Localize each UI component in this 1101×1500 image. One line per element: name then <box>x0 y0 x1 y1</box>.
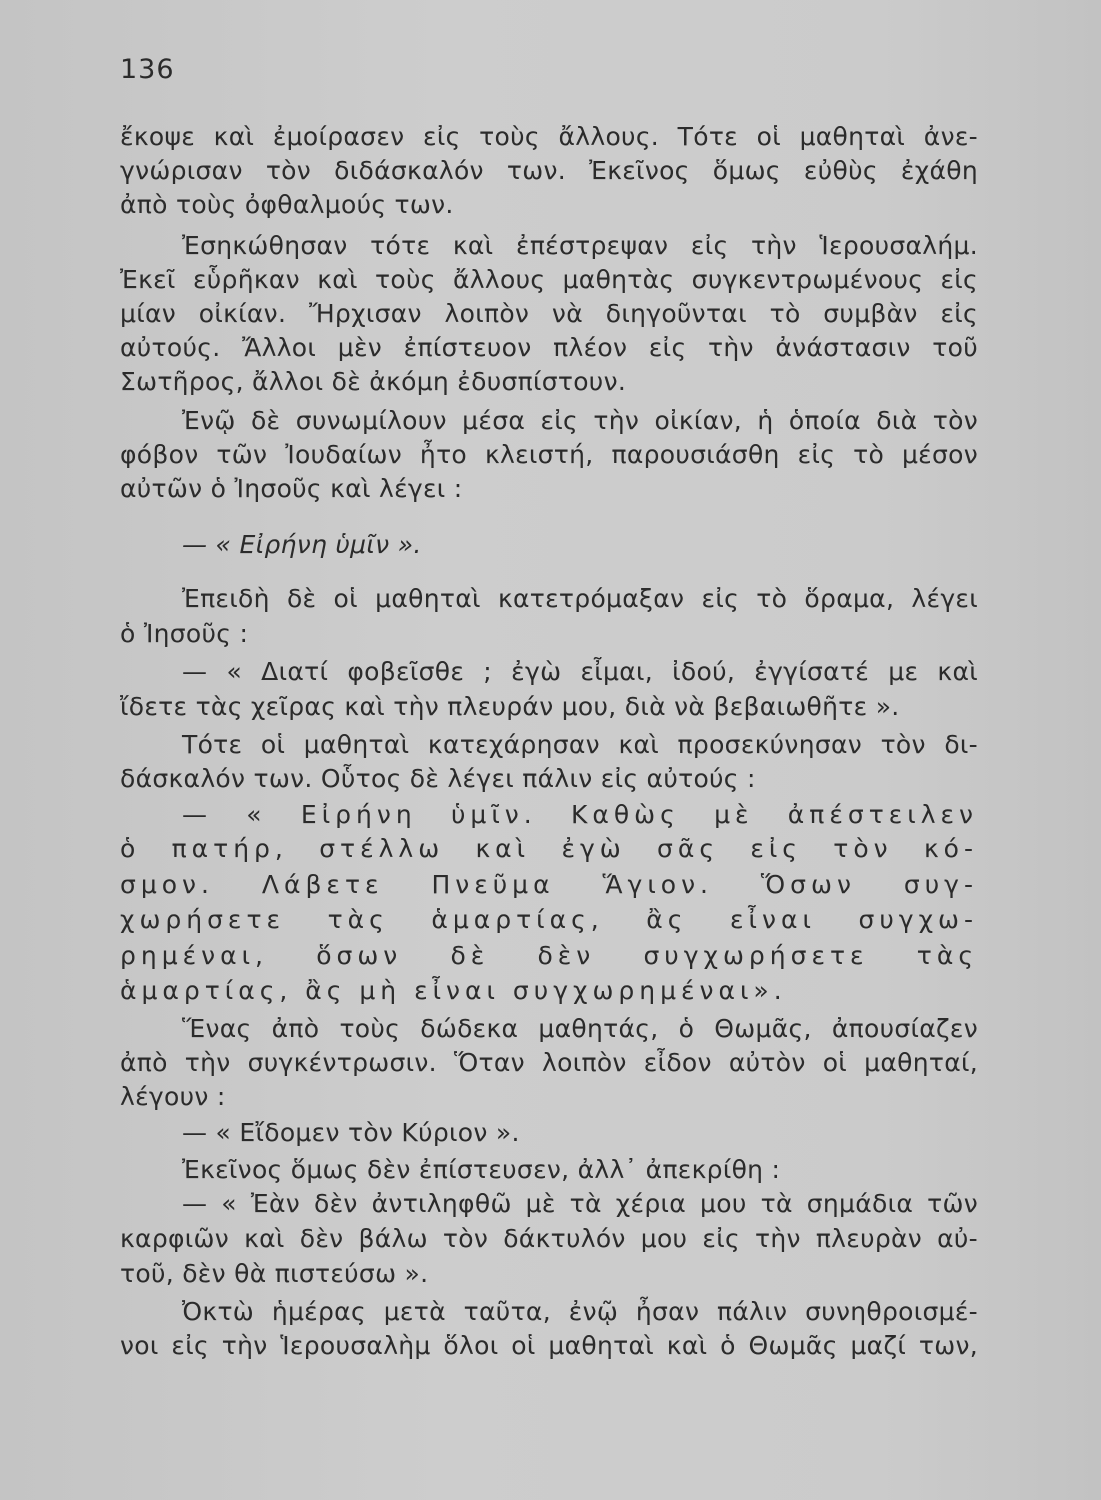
text-line-13: Ἐπειδὴ δὲ οἱ μαθηταὶ κατετρόμαξαν εἰς τὸ ὅραμα, λέγει <box>182 584 978 613</box>
text-line-18: δάσκαλόν των. Οὗτος δὲ λέγει πάλιν εἰς αὐτούς : <box>120 764 756 793</box>
text-line-9: Ἐνῷ δὲ συνωμίλουν μέσα εἰς τὴν οἰκίαν, ἡ ὁποία διὰ τὸν <box>182 406 978 435</box>
text-line-11: αὐτῶν ὁ Ἰησοῦς καὶ λέγει : <box>120 474 463 503</box>
text-line-28: — « Εἴδομεν τὸν Κύριον ». <box>182 1118 520 1147</box>
text-line-7: αὐτούς. Ἄλλοι μὲν ἐπίστευον πλέον εἰς τὴν ἀνάστασιν τοῦ <box>120 333 978 362</box>
text-line-2: γνώρισαν τὸν διδάσκαλόν των. Ἐκεῖνος ὅμως εὐθὺς ἐχάθη <box>120 156 978 185</box>
text-line-33: Ὀκτὼ ἡμέρας μετὰ ταῦτα, ἐνῷ ἦσαν πάλιν συνηθροισμέ- <box>182 1297 978 1326</box>
text-line-17: Τότε οἱ μαθηταὶ κατεχάρησαν καὶ προσεκύνησαν τὸν δι- <box>182 730 978 759</box>
text-line-27: λέγουν : <box>120 1082 226 1111</box>
text-line-15: — « Διατί φοβεῖσθε ; ἐγὼ εἶμαι, ἰδού, ἐγγίσατέ με καὶ <box>182 657 978 686</box>
text-line-8: Σωτῆρος, ἄλλοι δὲ ἀκόμη ἐδυσπίστουν. <box>120 367 627 396</box>
text-line-32: τοῦ, δὲν θὰ πιστεύσω ». <box>120 1259 429 1288</box>
text-line-31: καρφιῶν καὶ δὲν βάλω τὸν δάκτυλόν μου εἰς τὴν πλευρὰν αὐ- <box>120 1224 978 1253</box>
page-number: 136 <box>120 54 175 85</box>
text-line-6: μίαν οἰκίαν. Ἤρχισαν λοιπὸν νὰ διηγοῦνται τὸ συμβὰν εἰς <box>120 299 978 328</box>
text-line-16: ἴδετε τὰς χεῖρας καὶ τὴν πλευράν μου, διὰ νὰ βεβαιωθῆτε ». <box>120 692 900 721</box>
text-line-5: Ἐκεῖ εὗρῆκαν καὶ τοὺς ἄλλους μαθητὰς συγκεντρωμένους εἰς <box>120 265 978 294</box>
spaced-line-2: ὁ πατήρ, στέλλω καὶ ἐγὼ σᾶς εἰς τὸν κό- <box>120 834 978 863</box>
text-line-25: Ἕνας ἀπὸ τοὺς δώδεκα μαθητάς, ὁ Θωμᾶς, ἀπουσίαζεν <box>182 1014 978 1043</box>
spaced-line-4: χωρήσετε τὰς ἁμαρτίας, ἂς εἶναι συγχω- <box>120 905 978 934</box>
spaced-line-3: σμον. Λάβετε Πνεῦμα Ἅγιον. Ὅσων συγ- <box>120 870 978 899</box>
text-line-4: Ἐσηκώθησαν τότε καὶ ἐπέστρεψαν εἰς τὴν Ἱερουσαλήμ. <box>182 231 978 260</box>
text-line-10: φόβον τῶν Ἰουδαίων ἦτο κλειστή, παρουσιάσθη εἰς τὸ μέσον <box>120 440 978 469</box>
quote-line-peace: — « Εἰρήνη ὑμῖν ». <box>182 530 422 559</box>
text-line-29: Ἐκεῖνος ὅμως δὲν ἐπίστευσεν, ἀλλ᾽ ἀπεκρίθη : <box>182 1155 781 1184</box>
text-line-14: ὁ Ἰησοῦς : <box>120 619 249 648</box>
spaced-line-1: — « Εἰρήνη ὑμῖν. Καθὼς μὲ ἀπέστειλεν <box>182 800 978 829</box>
text-line-30: — « Ἐὰν δὲν ἀντιληφθῶ μὲ τὰ χέρια μου τὰ σημάδια τῶν <box>182 1189 978 1218</box>
spaced-line-5: ρημέναι, ὅσων δὲ δὲν συγχωρήσετε τὰς <box>120 941 978 970</box>
spaced-line-6: ἁμαρτίας, ἂς μὴ εἶναι συγχωρημέναι». <box>120 976 787 1005</box>
text-line-34: νοι εἰς τὴν Ἱερουσαλὴμ ὅλοι οἱ μαθηταὶ καὶ ὁ Θωμᾶς μαζί των, <box>120 1331 978 1360</box>
text-line-1: ἔκοψε καὶ ἐμοίρασεν εἰς τοὺς ἄλλους. Τότε οἱ μαθηταὶ ἀνε- <box>120 122 978 151</box>
text-line-3: ἀπὸ τοὺς ὀφθαλμούς των. <box>120 190 454 219</box>
text-line-26: ἀπὸ τὴν συγκέντρωσιν. Ὅταν λοιπὸν εἶδον αὐτὸν οἱ μαθηταί, <box>120 1048 978 1077</box>
